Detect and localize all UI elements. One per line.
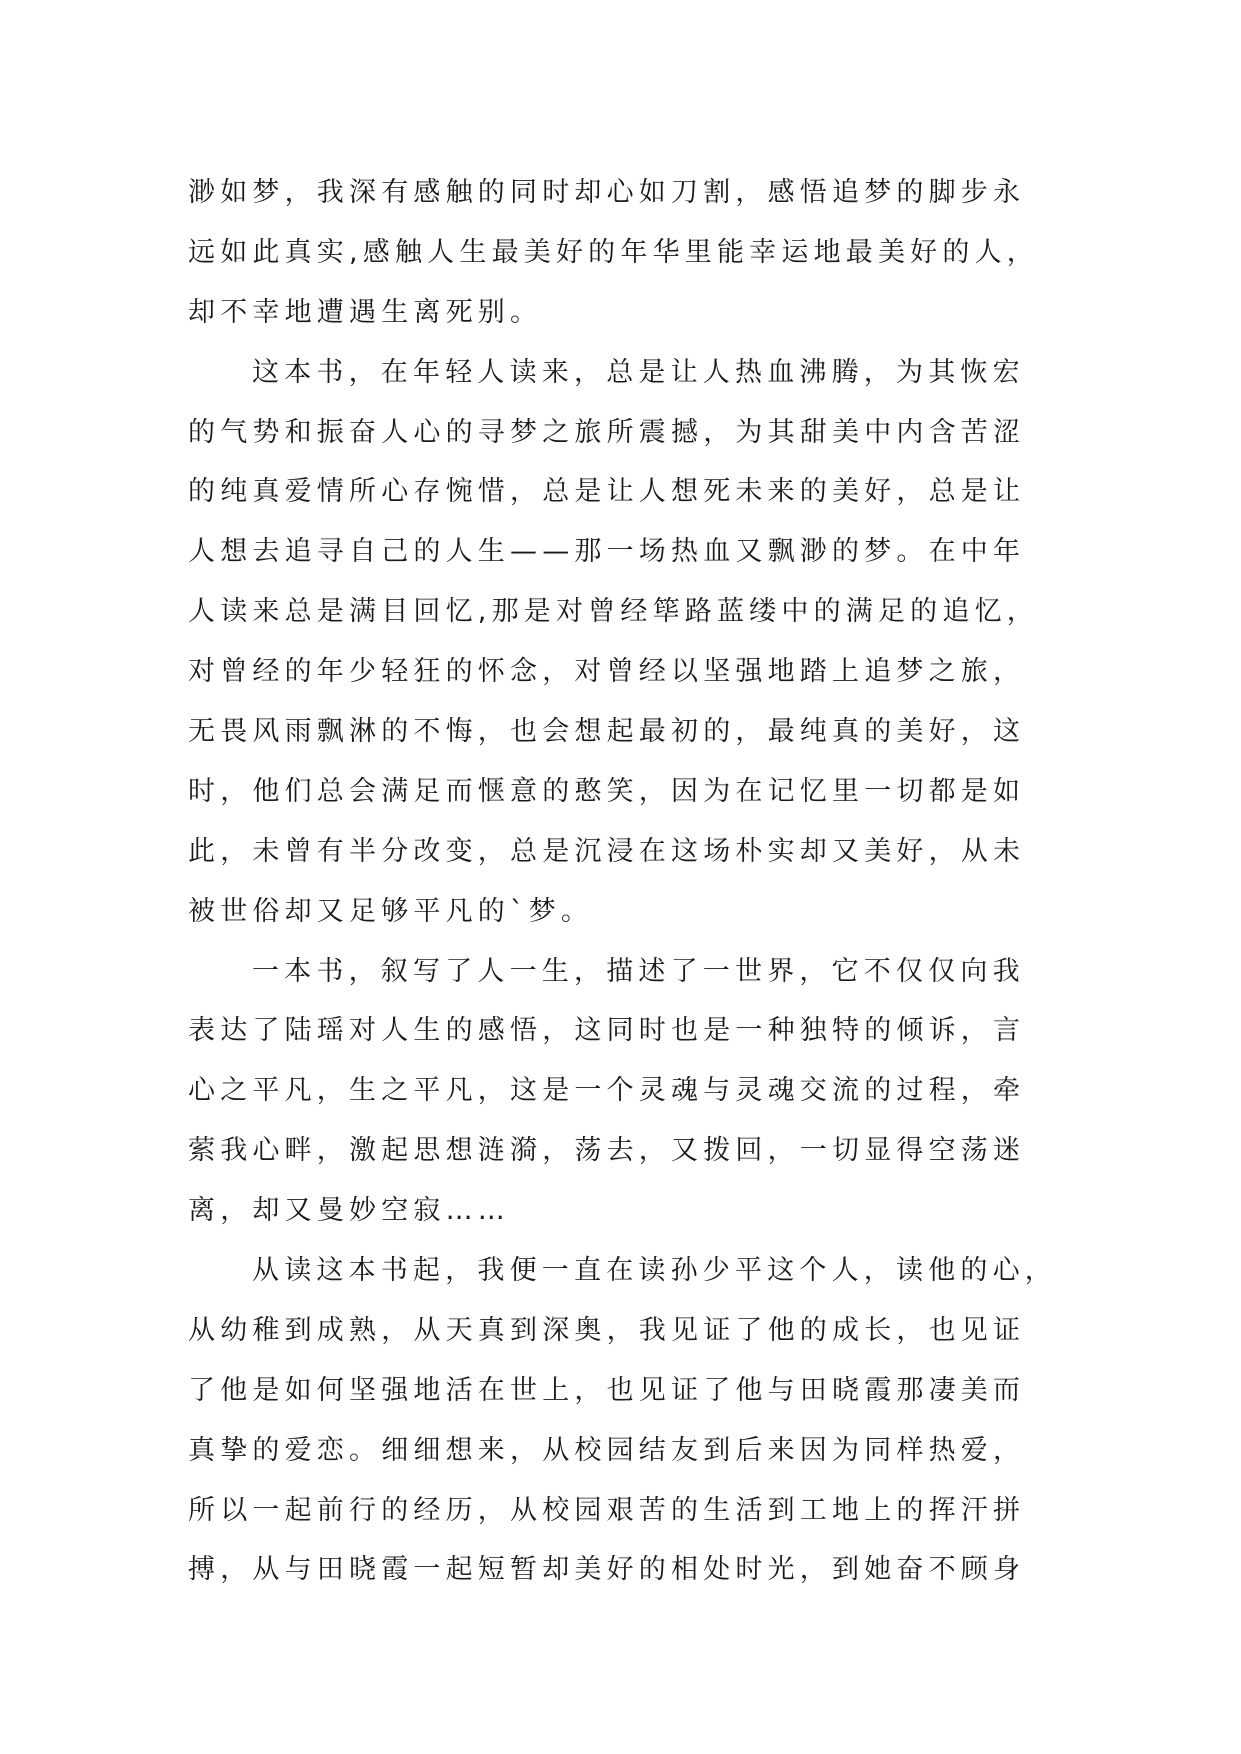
paragraph-first-line: 这本书，在年轻人读来，总是让人热血沸腾，为其恢宏	[252, 356, 1025, 388]
body-text	[188, 163, 1088, 1600]
text-line: 离，却又曼妙空寂……	[188, 1195, 510, 1227]
text-line: 的纯真爱情所心存惋惜，总是让人想死未来的美好，总是让	[188, 476, 1026, 508]
text-line: 此，未曾有半分改变，总是沉浸在这场朴实却又美好，从未	[188, 835, 1026, 867]
text-line: 时，他们总会满足而惬意的憨笑，因为在记忆里一切都是如	[188, 775, 1026, 807]
text-line: 远如此真实,感触人生最美好的年华里能幸运地最美好的人，	[188, 236, 1039, 268]
text-line: 所以一起前行的经历，从校园艰苦的生活到工地上的挥汗拼	[188, 1494, 1026, 1526]
text-line: 无畏风雨飘淋的不悔，也会想起最初的，最纯真的美好，这	[188, 716, 1026, 748]
text-line: 人读来总是满目回忆,那是对曾经筚路蓝缕中的满足的追忆，	[188, 596, 1039, 628]
text-line: 表达了陆瑶对人生的感悟，这同时也是一种独特的倾诉，言	[188, 1015, 1026, 1047]
text-line: 从幼稚到成熟，从天真到深奥，我见证了他的成长，也见证	[188, 1314, 1026, 1346]
paragraph-first-line: 从读这本书起，我便一直在读孙少平这个人，读他的心，	[252, 1255, 1057, 1287]
paragraph-first-line: 一本书，叙写了人一生，描述了一世界，它不仅仅向我	[252, 955, 1025, 987]
text-line: 渺如梦，我深有感触的同时却心如刀割，感悟追梦的脚步永	[188, 177, 1026, 208]
text-line: 的气势和振奋人心的寻梦之旅所震撼，为其甜美中内含苦涩	[188, 416, 1026, 448]
text-line: 真挚的爱恋。细细想来，从校园结友到后来因为同样热爱，	[188, 1434, 1026, 1466]
text-line: 人想去追寻自己的人生——那一场热血又飘渺的梦。在中年	[188, 536, 1026, 568]
text-line: 对曾经的年少轻狂的怀念，对曾经以坚强地踏上追梦之旅，	[188, 656, 1026, 688]
text-line: 却不幸地遭遇生离死别。	[188, 296, 543, 328]
text-line: 萦我心畔，激起思想涟漪，荡去，又拨回，一切显得空荡迷	[188, 1135, 1026, 1167]
text-line: 被世俗却又足够平凡的`梦。	[188, 895, 594, 927]
text-line: 心之平凡，生之平凡，这是一个灵魂与灵魂交流的过程，牵	[188, 1075, 1026, 1107]
text-line: 了他是如何坚强地活在世上，也见证了他与田晓霞那凄美而	[188, 1374, 1026, 1406]
text-line: 搏，从与田晓霞一起短暂却美好的相处时光，到她奋不顾身	[188, 1554, 1026, 1586]
